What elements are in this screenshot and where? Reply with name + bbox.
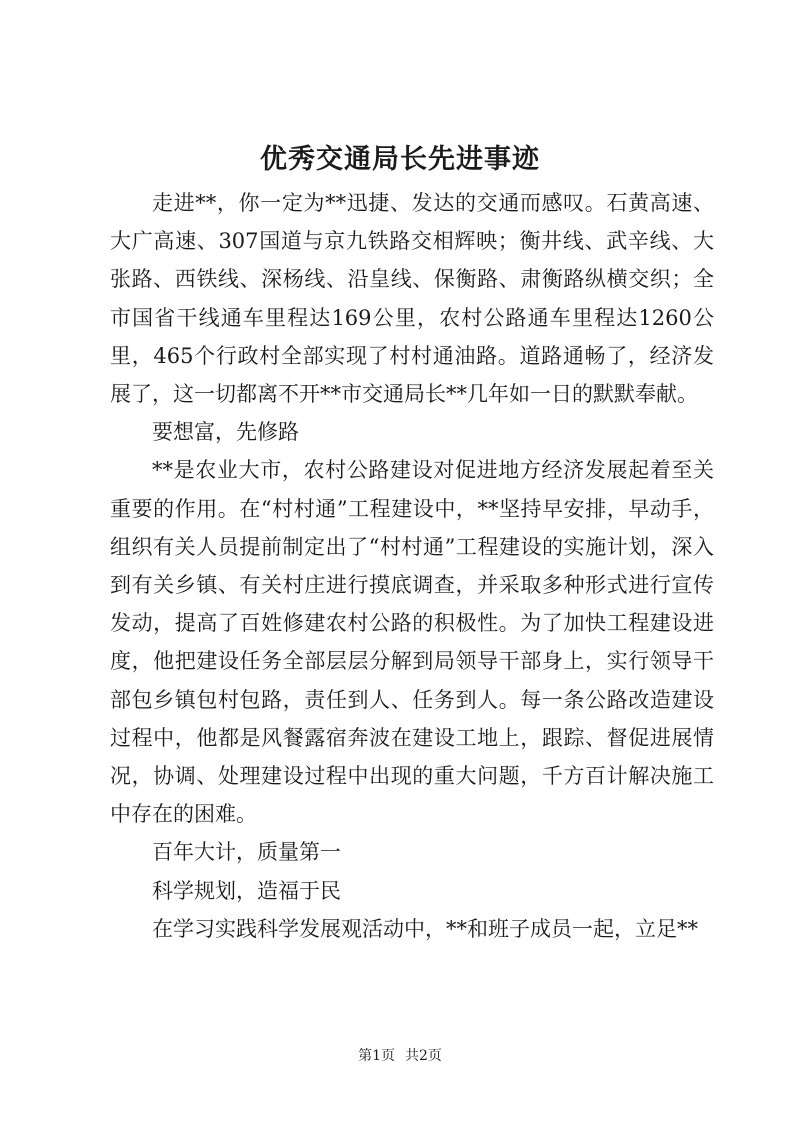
section-heading-road: 要想富，先修路 — [152, 420, 299, 445]
paragraph-rural-roads: **是农业大市，农村公路建设对促进地方经济发展起着至关重要的作用。在“村村通”工程建设中，**坚持早安排，早动手，组织有关人员提前制定出了“村村通”工程建设的实施计划，深入到有关乡镇、有关村庄进行摸底调查，并采取多种形式进行宣传发动，提高了百姓修建农村公路的积极性。为了加快工程建设进度，他把建设任务全部层层分解到局领导干部身上，实行领导干部包乡镇包村包路，责任到人、任务到人。每一条公路改造建设过程中，他都是风餐露宿奔波在建设工地上，跟踪、督促进展情况，协调、处理建设过程中出现的重大问题，千方百计解决施工中存在的困难。 — [110, 458, 714, 827]
paragraph-intro: 走进**，你一定为**迅捷、发达的交通而感叹。石黄高速、大广高速、307国道与京九铁路交相辉映；衡井线、武辛线、大张路、西铁线、深杨线、沿皇线、保衡路、肃衡路纵横交织；全市国省干线通车里程达169公里，农村公路通车里程达1260公里，465个行政村全部实现了村村通油路。道路通畅了，经济发展了，这一切都离不开**市交通局长**几年如一日的默默奉献。 — [110, 191, 714, 407]
page-number-total: 共2页 — [405, 1048, 442, 1064]
page-number-current: 第1页 — [358, 1048, 395, 1064]
page-footer — [0, 1046, 800, 1066]
document-body — [110, 184, 714, 948]
section-heading-quality: 百年大计，质量第一 — [152, 840, 341, 865]
paragraph-study-practice: 在学习实践科学发展观活动中，**和班子成员一起，立足** — [152, 916, 698, 941]
document-title: 优秀交通局长先进事迹 — [260, 144, 540, 175]
section-heading-planning: 科学规划，造福于民 — [152, 878, 341, 903]
